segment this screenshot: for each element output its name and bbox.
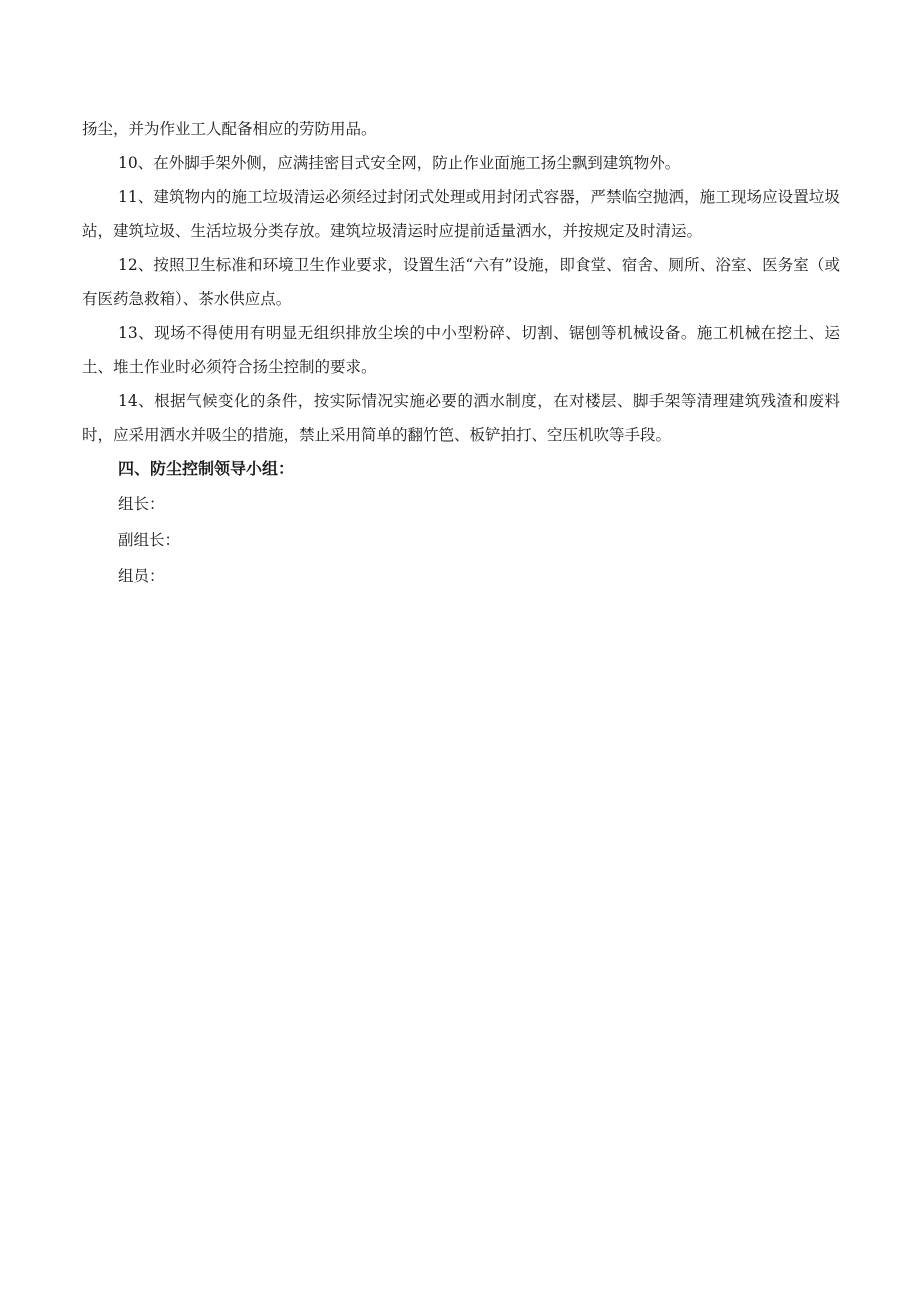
paragraph-item-13: 13、现场不得使用有明显无组织排放尘埃的中小型粉碎、切割、锯刨等机械设备。施工机械在挖土、运土、堆土作业时必须符合扬尘控制的要求。: [82, 324, 840, 376]
paragraph-item-10: 10、在外脚手架外侧，应满挂密目式安全网，防止作业面施工扬尘飘到建筑物外。: [118, 154, 681, 172]
paragraph-item-12: 12、按照卫生标准和环境卫生作业要求，设置生活“六有”设施，即食堂、宿舍、厕所、浴室、医务室（或有医药急救箱）、茶水供应点。: [82, 256, 840, 308]
paragraph-item-11: 11、建筑物内的施工垃圾清运必须经过封闭式处理或用封闭式容器，严禁临空抛洒，施工现场应设置垃圾站，建筑垃圾、生活垃圾分类存放。建筑垃圾清运时应提前适量洒水，并按规定及时清运。: [82, 188, 840, 240]
paragraph-item-14: 14、根据气候变化的条件，按实际情况实施必要的洒水制度，在对楼层、脚手架等清理建筑残渣和废料时，应采用洒水并吸尘的措施，禁止采用简单的翻竹笆、板铲拍打、空压机吹等手段。: [82, 392, 840, 444]
section-heading: 四、防尘控制领导小组：: [118, 459, 295, 478]
field-members: 组员：: [118, 567, 165, 585]
document-page: [82, 112, 840, 594]
field-leader: 组长：: [118, 495, 165, 513]
field-deputy-leader: 副组长：: [118, 531, 181, 549]
paragraph-continuation: 扬尘，并为作业工人配备相应的劳防用品。: [82, 120, 377, 138]
